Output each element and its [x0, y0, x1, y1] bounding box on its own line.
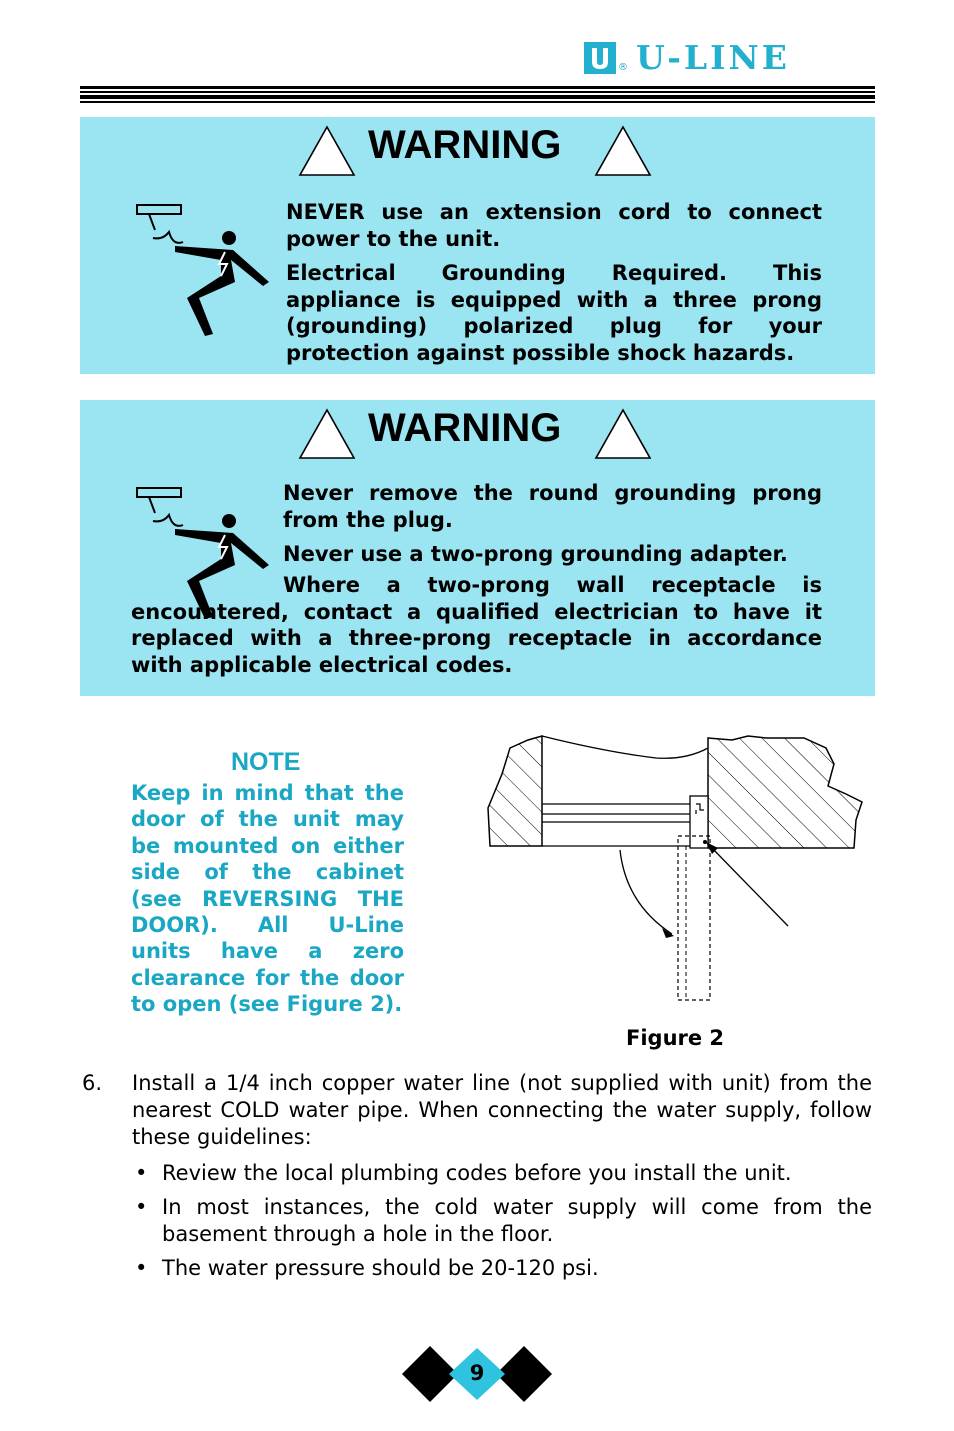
electric-shock-icon	[135, 202, 275, 342]
note-body: Keep in mind that the door of the unit may be mounted on either side of the cabinet (see REVERSING THE DOOR). All U-Line units have a zero clearance for the door to open (see Figure 2).	[131, 781, 404, 1017]
step-number: 6.	[82, 1071, 103, 1095]
warning-paragraph: Never use a two-prong grounding adapter.	[283, 542, 788, 566]
page-number: 9	[469, 1361, 485, 1385]
list-item: • Review the local plumbing codes before you install the unit.	[132, 1160, 872, 1187]
note-title: NOTE	[231, 748, 301, 776]
guidelines-list	[132, 1160, 872, 1289]
brand-name: U-LINE	[636, 38, 790, 77]
warning-paragraph: NEVER use an extension cord to connect power to the unit.	[286, 200, 822, 251]
brand-logo	[584, 40, 876, 76]
step-text: Install a 1/4 inch copper water line (not supplied with unit) from the nearest COLD water pipe. When connecting the water supply, follow these guidelines:	[132, 1071, 872, 1149]
warning-triangle-icon	[298, 408, 356, 460]
list-item: • The water pressure should be 20-120 psi.	[132, 1255, 872, 1282]
warning-box-1	[80, 117, 875, 374]
list-item: • In most instances, the cold water supply will come from the basement through a hole in the floor.	[132, 1194, 872, 1248]
page-number-badge	[402, 1346, 552, 1402]
door-clearance-diagram	[486, 734, 866, 1004]
warning-triangle-icon	[594, 125, 652, 177]
figure-caption: Figure 2	[626, 1026, 725, 1050]
warning-text-wrap	[131, 572, 822, 686]
warning-box-2	[80, 400, 875, 696]
warning-paragraph: Never remove the round grounding prong from the plug.	[283, 481, 822, 532]
warning-title: WARNING	[368, 123, 562, 167]
warning-text	[286, 199, 822, 374]
warning-title: WARNING	[368, 406, 562, 450]
registered-mark: ®	[618, 62, 628, 73]
warning-paragraph: Electrical Grounding Required. This appliance is equipped with a three prong (grounding) polarized plug for your protection against possible shock hazards.	[286, 261, 822, 365]
u-line-logo-icon	[584, 42, 616, 74]
warning-triangle-icon	[298, 125, 356, 177]
warning-text	[283, 480, 822, 576]
warning-triangle-icon	[594, 408, 652, 460]
warning-paragraph: Where a two-prong wall receptacle is encountered, contact a qualified electrician to have it replaced with a three-prong receptacle in accordance with applicable electrical codes.	[131, 573, 822, 677]
header-rule	[80, 86, 875, 105]
